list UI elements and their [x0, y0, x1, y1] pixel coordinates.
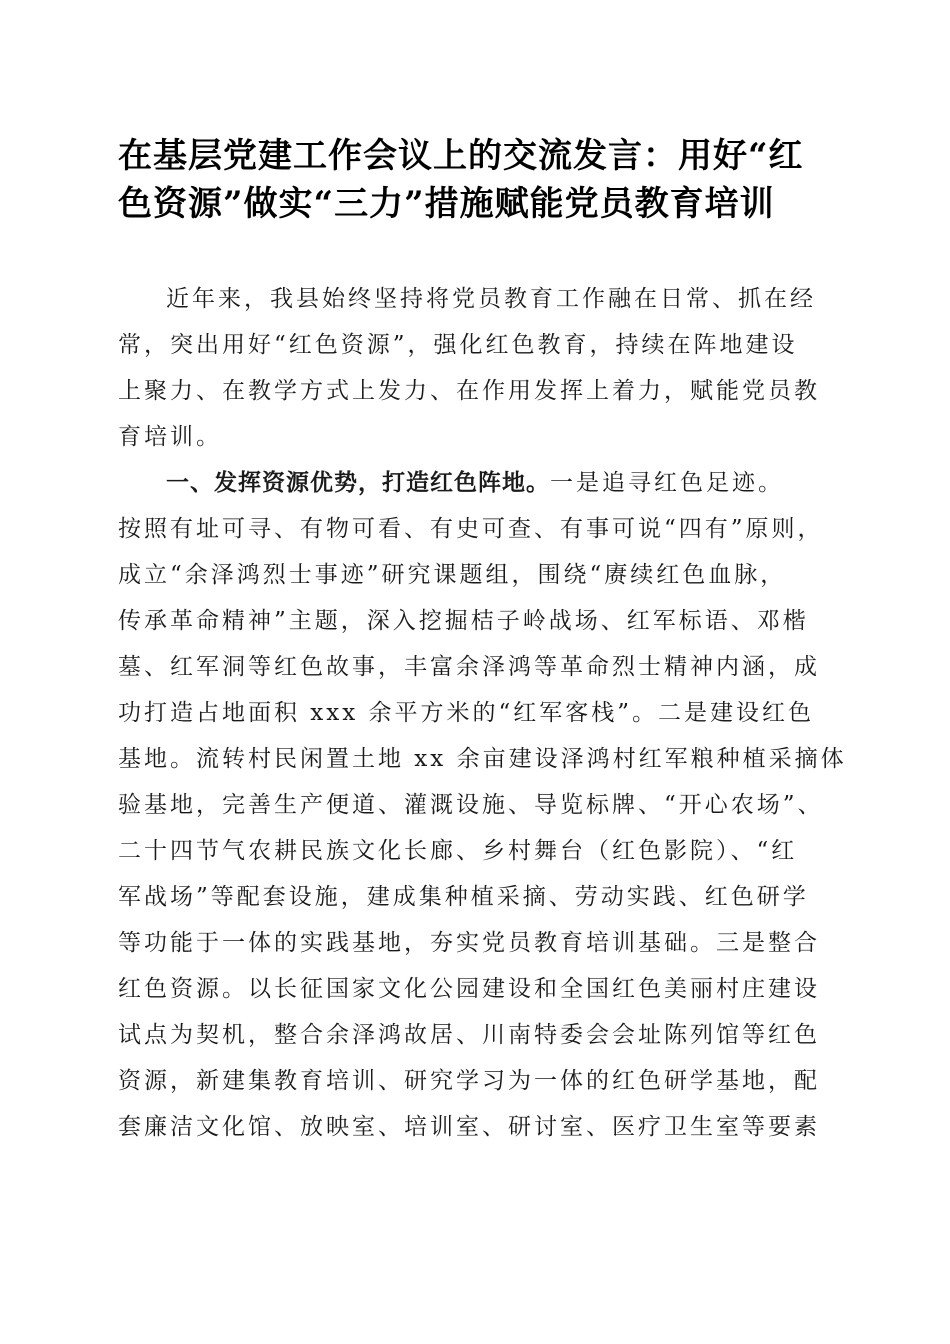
section1-line-10: 等功能于一体的实践基地，夯实党员教育培训基础。三是整合: [118, 930, 820, 956]
intro-line-1: 近年来，我县始终坚持将党员教育工作融在日常、抓在经: [166, 286, 816, 312]
title-line-1: 在基层党建工作会议上的交流发言：用好“红: [118, 136, 804, 176]
section1-line-9: 军战场”等配套设施，建成集种植采摘、劳动实践、红色研学: [118, 884, 809, 910]
section1-line-6: 基地。流转村民闲置土地 xx 余亩建设泽鸿村红军粮种植采摘体: [118, 746, 847, 772]
section1-line-11: 红色资源。以长征国家文化公园建设和全国红色美丽村庄建设: [118, 976, 820, 1002]
intro-line-2: 常，突出用好“红色资源”，强化红色教育，持续在阵地建设: [118, 332, 798, 358]
section1-line-3: 传承革命精神”主题，深入挖掘桔子岭战场、红军标语、邓楷: [118, 608, 809, 634]
section1-line-13: 资源，新建集教育培训、研究学习为一体的红色研学基地，配: [118, 1068, 820, 1094]
section1-line-4: 墓、红军洞等红色故事，丰富余泽鸿等革命烈士精神内涵，成: [118, 654, 820, 680]
section1-line-7: 验基地，完善生产便道、灌溉设施、导览标牌、“开心农场”、: [118, 792, 824, 818]
section1-line-12: 试点为契机，整合余泽鸿故居、川南特委会会址陈列馆等红色: [118, 1022, 820, 1048]
section1-line-2: 成立“余泽鸿烈士事迹”研究课题组，围绕“赓续红色血脉，: [118, 562, 787, 588]
intro-line-4: 育培训。: [118, 424, 222, 450]
section1-line-5: 功打造占地面积 xxx 余平方米的“红军客栈”。二是建设红色: [118, 700, 815, 726]
document-body: [118, 276, 847, 1150]
section1-heading: 一、发挥资源优势，打造红色阵地。: [166, 470, 550, 496]
document-title: [118, 132, 830, 228]
section1-first-line: [118, 460, 830, 506]
section1-line-1: 按照有址可寻、有物可看、有史可查、有事可说“四有”原则，: [118, 516, 824, 542]
section1-line-14: 套廉洁文化馆、放映室、培训室、研讨室、医疗卫生室等要素: [118, 1114, 820, 1140]
section1-first-line-rest: 一是追寻红色足迹。: [550, 470, 784, 496]
intro-line-3: 上聚力、在教学方式上发力、在作用发挥上着力，赋能党员教: [118, 378, 820, 404]
section1-line-8: 二十四节气农耕民族文化长廊、乡村舞台（红色影院）、“红: [118, 838, 798, 864]
title-line-2: 色资源”做实“三力”措施赋能党员教育培训: [118, 184, 775, 224]
